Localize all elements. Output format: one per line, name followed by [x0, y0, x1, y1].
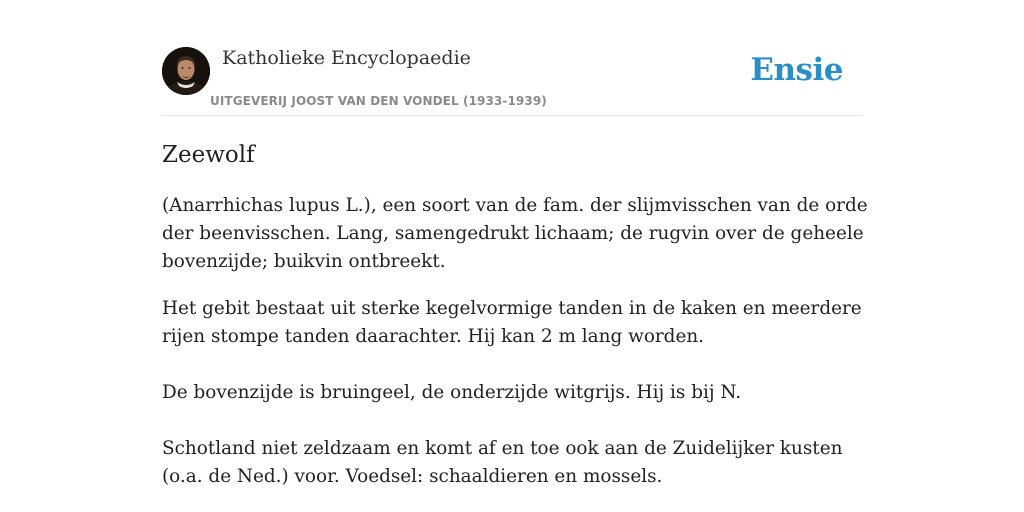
site-title[interactable]: Katholieke Encyclopaedie [222, 47, 471, 69]
portrait-image [162, 47, 210, 95]
portrait-avatar-icon[interactable] [162, 47, 210, 95]
article-paragraph: De bovenzijde is bruingeel, de onderzijde witgrijs. Hij is bij N. [162, 382, 742, 403]
article-title: Zeewolf [162, 142, 255, 168]
page-container [162, 0, 868, 487]
article-paragraph: Het gebit bestaat uit sterke kegelvormige tanden in de kaken en meerdere rijen stompe tanden daarachter. Hij kan 2 m lang worden. [162, 298, 862, 347]
ensie-logo[interactable]: Ensie [750, 52, 843, 88]
article-paragraph: Schotland niet zeldzaam en komt af en toe ook aan de Zuidelijker kusten (o.a. de Ned.) voor. Voedsel: schaaldieren en mossels. [162, 438, 843, 487]
publisher-subtitle: UITGEVERIJ JOOST VAN DEN VONDEL (1933-1939) [210, 94, 547, 108]
header [162, 0, 862, 116]
article-paragraph: (Anarrhichas lupus L.), een soort van de fam. der slijmvisschen van de orde der beenvisschen. Lang, samengedrukt lichaam; de rugvin over de geheele bovenzijde; buikvin ontbreekt. [162, 195, 868, 272]
